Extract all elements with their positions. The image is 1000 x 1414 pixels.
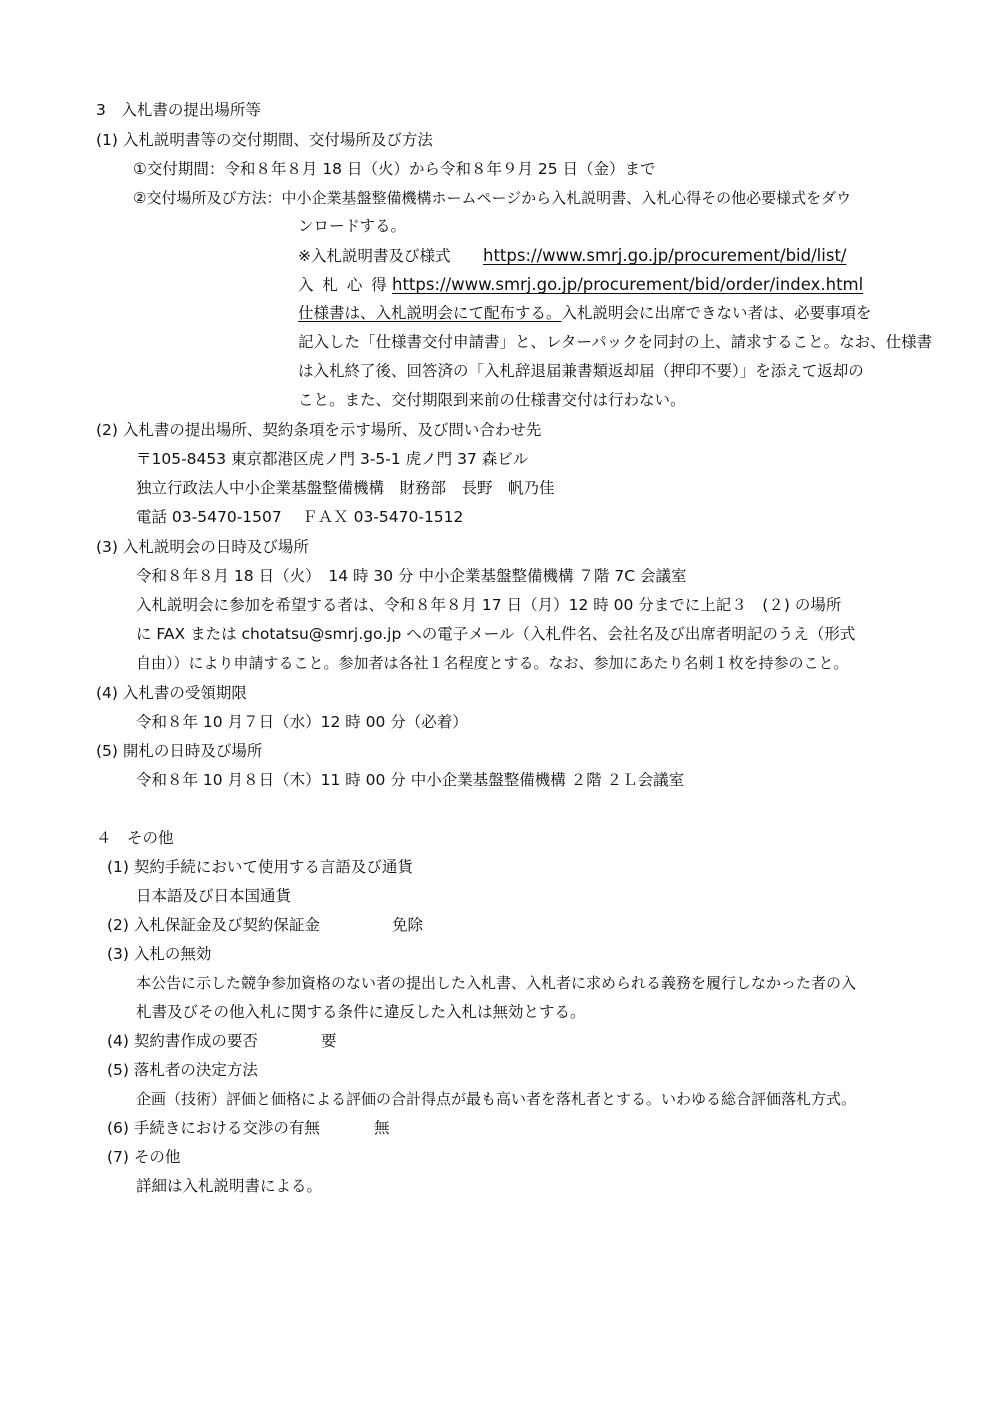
- receipt-deadline: 令和８年 10 月７日（水）12 時 00 分（必着）: [136, 713, 468, 731]
- contact-phone: 電話 03-5470-1507 ＦＡＸ 03-5470-1512: [136, 508, 464, 526]
- item-4-5-body: 企画（技術）評価と価格による評価の合計得点が最も高い者を落札者とする。いわゆる総合評価落札方式。: [136, 1090, 857, 1108]
- rules-label: 入 札 心 得: [298, 276, 389, 294]
- spec-line1: [298, 302, 872, 324]
- item-4-6-title: (6) 手続きにおける交渉の有無: [107, 1119, 320, 1137]
- briefing-line3: 自由））により申請すること。参加者は各社１名程度とする。なお、参加にあたり名刺１枚を持参のこと。: [136, 654, 849, 672]
- spec-line3: は入札終了後、回答済の「入札辞退届兼書類返却届（押印不要）」を添えて返却の: [298, 362, 864, 380]
- rules-link[interactable]: https://www.smrj.go.jp/procurement/bid/order/index.html: [392, 275, 864, 294]
- item-3-1-title: (1) 入札説明書等の交付期間、交付場所及び方法: [96, 131, 433, 149]
- item-4-3-title: (3) 入札の無効: [107, 945, 212, 963]
- item-3-4-title: (4) 入札書の受領期限: [96, 684, 247, 702]
- item-4-3-line2: 札書及びその他入札に関する条件に違反した入札は無効とする。: [136, 1003, 586, 1021]
- contact-org: 独立行政法人中小企業基盤整備機構 財務部 長野 帆乃佳: [136, 479, 555, 497]
- item-4-5-title: (5) 落札者の決定方法: [107, 1061, 258, 1079]
- section-3-heading: 3 入札書の提出場所等: [96, 101, 261, 119]
- item-3-3-title: (3) 入札説明会の日時及び場所: [96, 538, 309, 556]
- briefing-datetime: 令和８年８月 18 日（火） 14 時 30 分 中小企業基盤整備機構 ７階 7C 会議室: [136, 567, 687, 585]
- contact-address: 〒105-8453 東京都港区虎ノ門 3-5-1 虎ノ門 37 森ビル: [136, 450, 529, 468]
- briefing-line1: 入札説明会に参加を希望する者は、令和８年８月 17 日（月）12 時 00 分までに上記３ (２) の場所: [136, 596, 842, 614]
- issue-method-line1: ②交付場所及び方法：中小企業基盤整備機構ホームページから入札説明書、入札心得その他必要様式をダウ: [133, 189, 852, 207]
- item-4-7-title: (7) その他: [107, 1148, 181, 1166]
- spec-line4: こと。また、交付期限到来前の仕様書交付は行わない。: [298, 391, 686, 409]
- section-4-heading: ４ その他: [96, 829, 174, 847]
- spec-line1-rest: 入札説明会に出席できない者は、必要事項を: [561, 304, 872, 322]
- opening-datetime: 令和８年 10 月８日（木）11 時 00 分 中小企業基盤整備機構 ２階 ２Ｌ会議室: [136, 771, 685, 789]
- briefing-line2: に FAX または chotatsu@smrj.go.jp への電子メール（入札件名、会社名及び出席者明記のうえ（形式: [136, 625, 856, 643]
- item-4-1-body: 日本語及び日本国通貨: [136, 887, 292, 905]
- issue-period: ①交付期間：令和８年８月 18 日（火）から令和８年９月 25 日（金）まで: [133, 160, 656, 178]
- item-4-3-line1: 本公告に示した競争参加資格のない者の提出した入札書、入札者に求められる義務を履行しなかった者の入: [136, 974, 857, 992]
- item-4-2-title: (2) 入札保証金及び契約保証金: [107, 916, 320, 934]
- item-4-1-title: (1) 契約手続において使用する言語及び通貨: [107, 858, 413, 876]
- issue-method-line2: ンロードする。: [298, 217, 407, 235]
- item-3-2-title: (2) 入札書の提出場所、契約条項を示す場所、及び問い合わせ先: [96, 421, 542, 439]
- item-4-6-value: 無: [374, 1119, 390, 1137]
- docs-link[interactable]: https://www.smrj.go.jp/procurement/bid/list/: [483, 246, 847, 265]
- item-4-7-body: 詳細は入札説明書による。: [136, 1177, 323, 1195]
- docs-label: ※入札説明書及び様式: [298, 247, 451, 265]
- item-4-4-value: 要: [321, 1032, 337, 1050]
- spec-line2: 記入した「仕様書交付申請書」と、レターパックを同封の上、請求すること。なお、仕様書: [298, 333, 933, 351]
- spec-distribution-note: 仕様書は、入札説明会にて配布する。: [298, 304, 562, 322]
- item-4-4-title: (4) 契約書作成の要否: [107, 1032, 258, 1050]
- item-4-2-value: 免除: [392, 916, 424, 934]
- item-3-5-title: (5) 開札の日時及び場所: [96, 742, 263, 760]
